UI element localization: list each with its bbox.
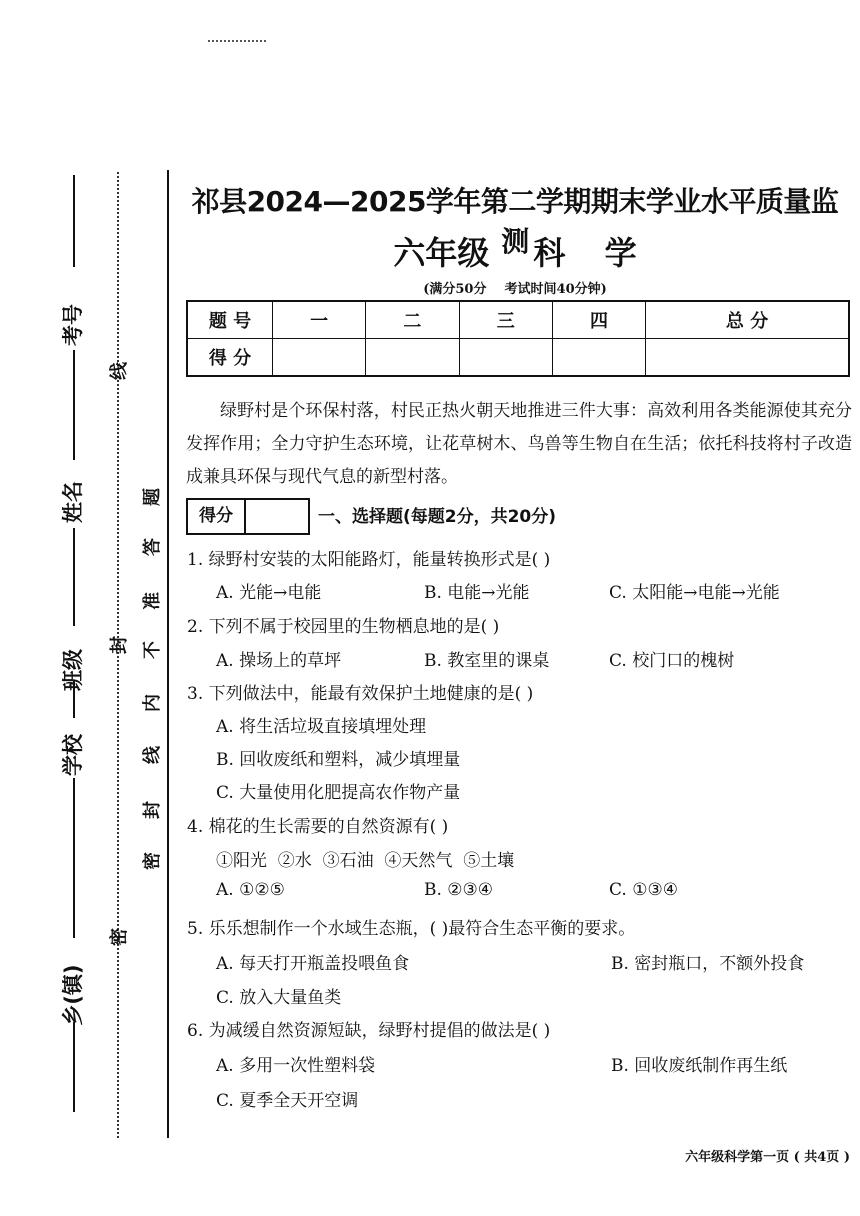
scan-artifact — [208, 40, 266, 45]
question-option[interactable]: A. ①②⑤ — [216, 880, 285, 900]
kaohao-label: 考号 — [61, 304, 85, 346]
question-stem: 1. 绿野村安装的太阳能路灯，能量转换形式是( ) — [187, 550, 551, 570]
question-option[interactable]: B. 密封瓶口，不额外投食 — [611, 954, 805, 974]
question-option[interactable]: C. 放入大量鱼类 — [216, 988, 342, 1008]
score-input-cell[interactable] — [273, 339, 366, 377]
seal-char: 内 — [142, 694, 163, 712]
seal-char: 不 — [142, 641, 163, 659]
seal-char: 准 — [142, 592, 163, 610]
seal-mark-feng: 封 — [109, 636, 130, 654]
score-table-cell: 一 — [273, 301, 366, 339]
score-table-score-row — [187, 339, 849, 377]
question-option[interactable]: C. 夏季全天开空调 — [216, 1091, 359, 1111]
xingming-fill-line — [73, 350, 75, 460]
score-table-cell: 题 号 — [187, 301, 273, 339]
question-option[interactable]: C. 大量使用化肥提高农作物产量 — [216, 783, 461, 803]
question-stem: 4. 棉花的生长需要的自然资源有( ) — [187, 817, 449, 837]
seal-char: 题 — [142, 488, 163, 506]
exam-subtitle — [180, 228, 850, 274]
question-subitems: ①阳光 ②水 ③石油 ④天然气 ⑤土壤 — [216, 851, 515, 871]
question-option[interactable]: A. 每天打开瓶盖投喂鱼食 — [216, 954, 410, 974]
question-option[interactable]: C. 太阳能→电能→光能 — [609, 583, 780, 603]
section-score-box[interactable] — [186, 498, 310, 535]
section-score-label: 得分 — [188, 500, 246, 533]
question-stem: 5. 乐乐想制作一个水域生态瓶，( )最符合生态平衡的要求。 — [187, 919, 636, 939]
score-table — [186, 300, 850, 377]
binding-solid-line — [167, 170, 169, 1138]
question-option[interactable]: C. 校门口的槐树 — [609, 651, 735, 671]
xiangzhen-label: 乡(镇) — [61, 964, 85, 1026]
question-option[interactable]: A. 多用一次性塑料袋 — [216, 1056, 376, 1076]
score-table-cell: 四 — [552, 301, 645, 339]
seal-mark-xian: 线 — [109, 362, 130, 380]
question-option[interactable]: B. 教室里的课桌 — [424, 651, 550, 671]
subject-label: 科 学 — [533, 234, 637, 272]
question-stem: 6. 为减缓自然资源短缺，绿野村提倡的做法是( ) — [187, 1021, 551, 1041]
seal-mark-mi: 密 — [109, 928, 130, 946]
score-table-cell: 总 分 — [646, 301, 849, 339]
banji-label: 班级 — [61, 649, 85, 691]
banji-xuexiao-fill-line — [73, 680, 75, 718]
question-option[interactable]: A. 操场上的草坪 — [216, 651, 342, 671]
question-option[interactable]: A. 光能→电能 — [216, 583, 322, 603]
score-input-cell[interactable] — [459, 339, 552, 377]
score-input-cell[interactable] — [646, 339, 849, 377]
question-option[interactable]: B. 回收废纸和塑料，减少填埋量 — [216, 750, 461, 770]
question-option[interactable]: C. ①③④ — [609, 880, 678, 900]
score-table-cell: 三 — [459, 301, 552, 339]
xingming-label: 姓名 — [61, 481, 85, 523]
question-option[interactable]: B. 回收废纸制作再生纸 — [611, 1056, 788, 1076]
exam-title: 祁县2024—2025学年第二学期期末学业水平质量监测 — [191, 185, 839, 258]
kaohao-fill-line — [73, 175, 75, 267]
question-stem: 2. 下列不属于校园里的生物栖息地的是( ) — [187, 617, 500, 637]
score-table-cell: 二 — [366, 301, 459, 339]
section-title: 一、选择题(每题2分，共20分) — [318, 507, 557, 527]
question-option[interactable]: A. 将生活垃圾直接填埋处理 — [216, 717, 427, 737]
xuexiao-fill-line — [73, 778, 75, 938]
seal-char: 封 — [142, 801, 163, 819]
question-option[interactable]: B. 电能→光能 — [424, 583, 530, 603]
seal-char: 线 — [142, 746, 163, 764]
question-option[interactable]: B. ②③④ — [424, 880, 494, 900]
question-stem: 3. 下列做法中，能最有效保护土地健康的是( ) — [187, 684, 534, 704]
seal-char: 密 — [142, 852, 163, 870]
score-input-cell[interactable] — [366, 339, 459, 377]
score-table-header-row — [187, 301, 849, 339]
score-table-cell: 得 分 — [187, 339, 273, 377]
page-footer: 六年级科学第一页 ( 共4页 ) — [685, 1150, 850, 1165]
intro-paragraph: 绿野村是个环保村落，村民正热火朝天地推进三件大事：高效利用各类能源使其充分发挥作用；全力守护生态环境，让花草树木、鸟兽等生物自在生活；依托科技将村子改造成兼具环保与现代气息的新型村落。 — [186, 401, 852, 487]
xuexiao-label: 学校 — [61, 734, 85, 776]
seal-char: 答 — [142, 538, 163, 556]
banji-fill-line — [73, 528, 75, 626]
score-input-cell[interactable] — [552, 339, 645, 377]
xiangzhen-fill-line — [73, 1022, 75, 1112]
exam-meta: (满分50分 考试时间40分钟) — [423, 282, 607, 297]
grade-label: 六年级 — [393, 234, 490, 272]
